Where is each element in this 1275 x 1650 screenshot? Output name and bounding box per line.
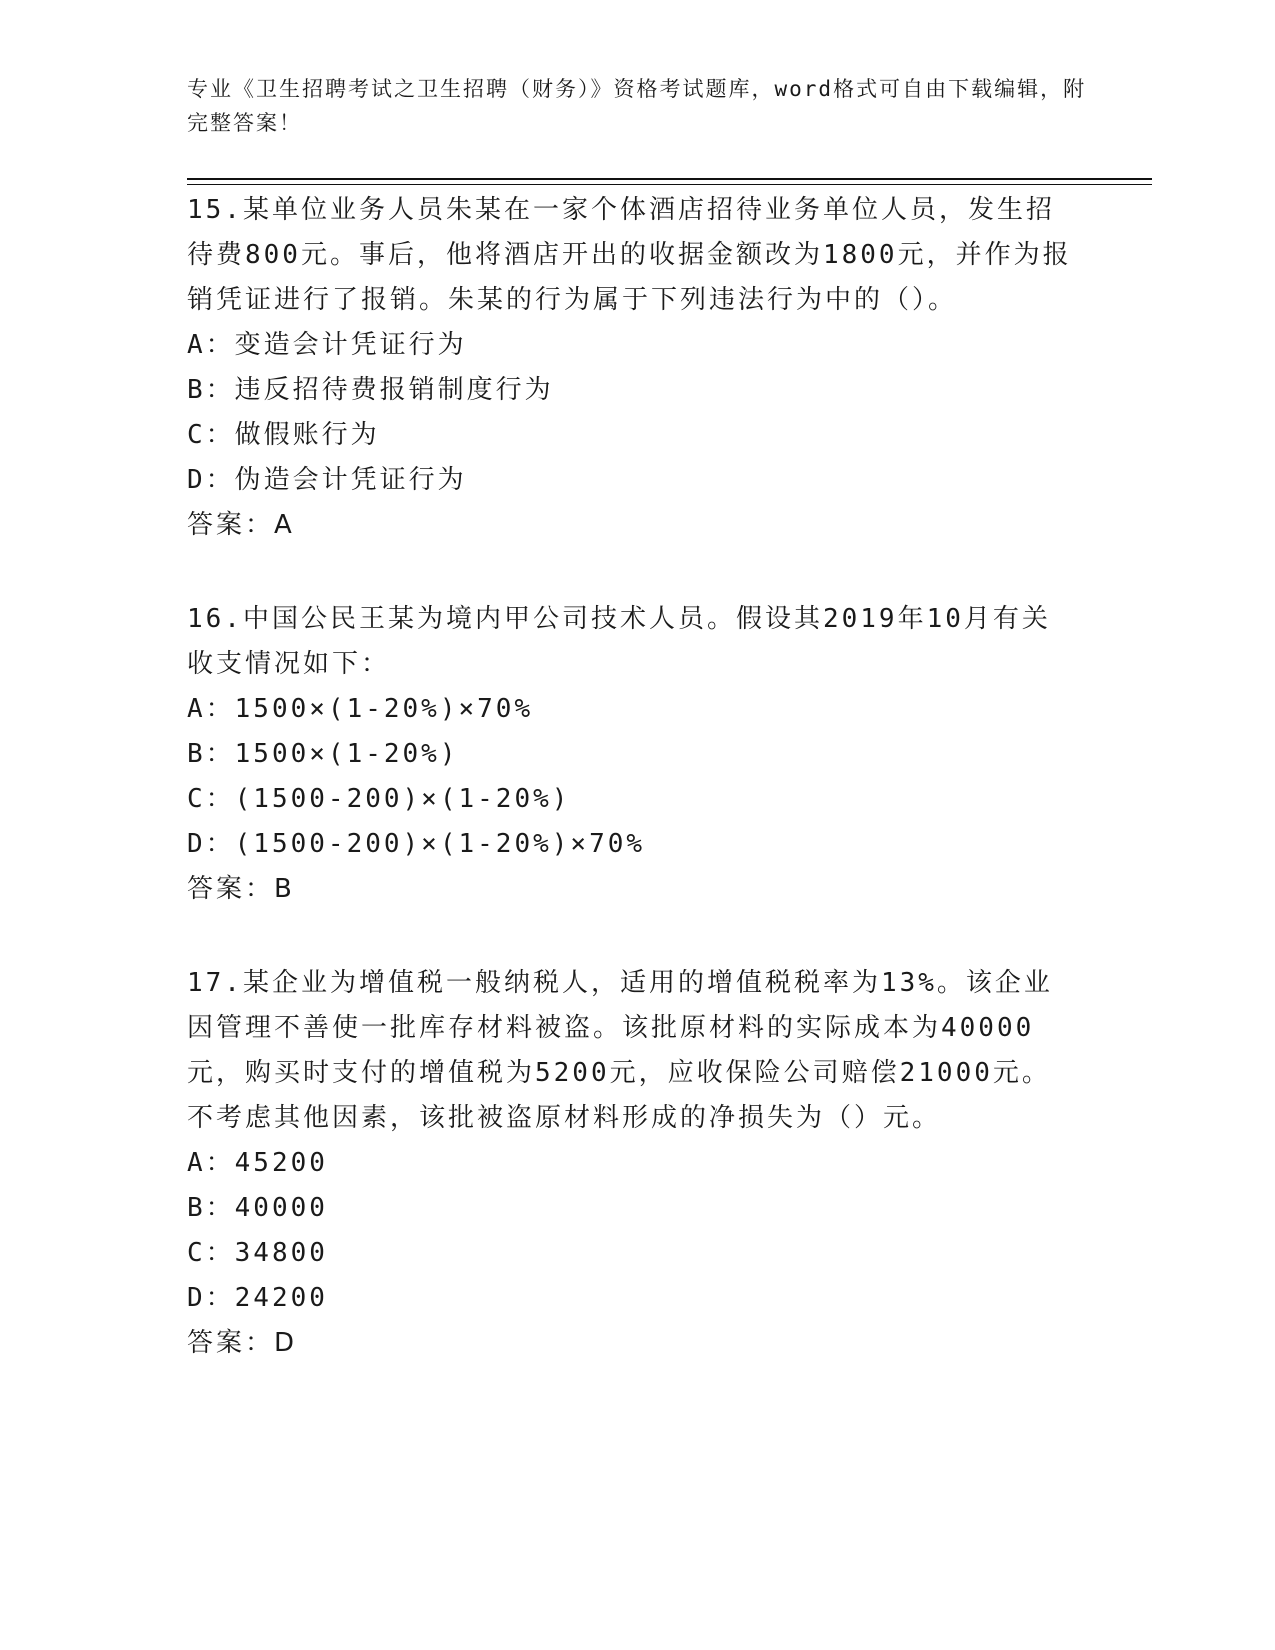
document-header: 专业《卫生招聘考试之卫生招聘（财务）》资格考试题库，word格式可自由下载编辑，附完整答案！ xyxy=(187,77,1087,135)
question-stem: 17.某企业为增值税一般纳税人，适用的增值税税率为13%。该企业因管理不善使一批库存材料被盗。该批原材料的实际成本为40000元，购买时支付的增值税为5200元，应收保险公司赔偿21000元。不考虑其他因素，该批被盗原材料形成的净损失为（）元。 xyxy=(187,968,1053,1133)
header-divider-thin xyxy=(187,184,1152,185)
answer: 答案：A xyxy=(187,510,295,540)
question-stem: 16.中国公民王某为境内甲公司技术人员。假设其2019年10月有关收支情况如下： xyxy=(187,604,1051,679)
option-c: C：(1500-200)×(1-20%) xyxy=(187,784,571,814)
option-c: C：做假账行为 xyxy=(187,420,380,450)
question-stem: 15.某单位业务人员朱某在一家个体酒店招待业务单位人员，发生招待费800元。事后，他将酒店开出的收据金额改为1800元，并作为报销凭证进行了报销。朱某的行为属于下列违法行为中的（）。 xyxy=(187,195,1072,315)
option-a: A：1500×(1-20%)×70% xyxy=(187,694,534,724)
option-b: B：违反招待费报销制度行为 xyxy=(187,375,554,405)
question-16 xyxy=(187,597,1077,912)
option-d: D：(1500-200)×(1-20%)×70% xyxy=(187,829,646,859)
option-d: D：24200 xyxy=(187,1283,328,1313)
question-15 xyxy=(187,188,1077,548)
header-divider-thick xyxy=(187,178,1152,180)
option-a: A：45200 xyxy=(187,1148,328,1178)
question-17 xyxy=(187,961,1077,1366)
option-a: A：变造会计凭证行为 xyxy=(187,330,467,360)
answer: 答案：D xyxy=(187,1328,298,1358)
option-c: C：34800 xyxy=(187,1238,328,1268)
option-d: D：伪造会计凭证行为 xyxy=(187,465,467,495)
answer: 答案：B xyxy=(187,874,295,904)
option-b: B：1500×(1-20%) xyxy=(187,739,459,769)
option-b: B：40000 xyxy=(187,1193,328,1223)
